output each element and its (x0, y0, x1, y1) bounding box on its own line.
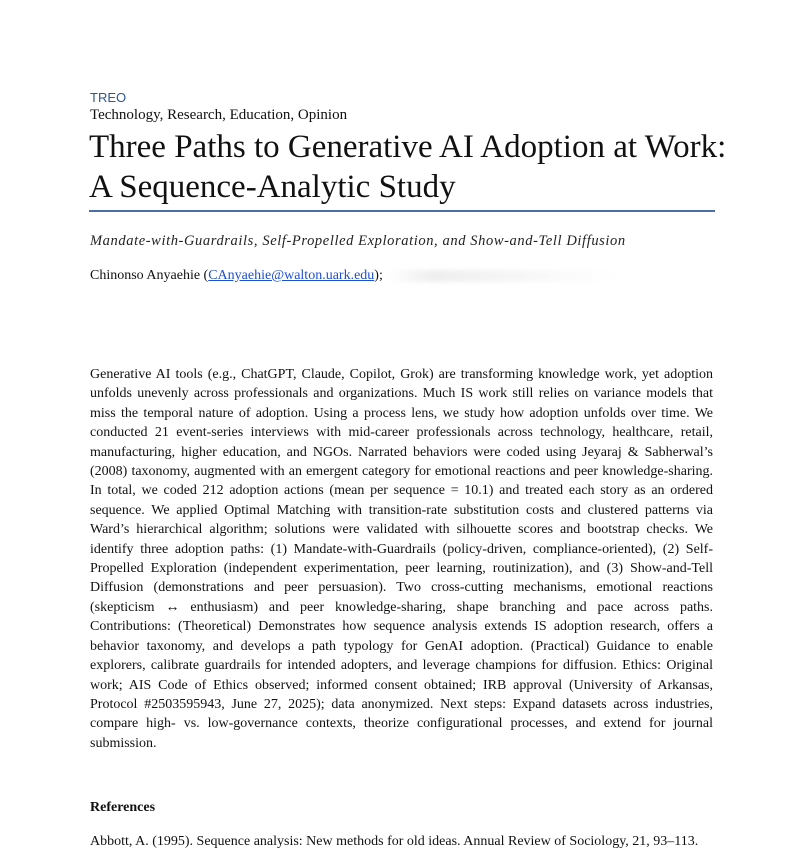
paper-title: Three Paths to Generative AI Adoption at Work: A Sequence-Analytic Study (89, 129, 727, 205)
references-heading: References (90, 800, 156, 815)
author-name: Chinonso Anyaehie (90, 268, 201, 283)
series-subtitle: Technology, Research, Education, Opinion (90, 107, 348, 123)
author-email-close: ); (374, 268, 383, 283)
redacted-coauthors (387, 270, 617, 282)
series-label: TREO (90, 90, 127, 105)
reference-item: Abbott, A. (1995). Sequence analysis: New methods for old ideas. Annual Review of Sociology, 21, 93–113. (90, 834, 699, 849)
author-line (90, 268, 617, 284)
author-email-link[interactable]: CAnyaehie@walton.uark.edu (208, 268, 375, 283)
author-email-open: ( (203, 268, 209, 283)
title-divider (89, 210, 715, 212)
abstract-text: Generative AI tools (e.g., ChatGPT, Claude, Copilot, Grok) are transforming knowledge work, yet adoption unfolds unevenly across professionals and organizations. Much IS work still relies on variance models that miss the temporal nature of adoption. Using a process lens, we study how adoption unfolds over time. We conducted 21 event-series interviews with mid-career professionals across technology, healthcare, retail, manufacturing, higher education, and NGOs. Narrated behaviors were coded using Jeyaraj & Sabherwal’s (2008) taxonomy, augmented with an emergent category for emotional reactions and peer knowledge-sharing. In total, we coded 212 adoption actions (mean per sequence = 10.1) and treated each story as an ordered sequence. We applied Optimal Matching with transition-rate substitution costs and clustered patterns via Ward’s hierarchical algorithm; solutions were validated with silhouette scores and bootstrap checks. We identify three adoption paths: (1) Mandate-with-Guardrails (policy-driven, compliance-oriented), (2) Self-Propelled Exploration (independent experimentation, peer learning, routinization), and (3) Show-and-Tell Diffusion (demonstrations and peer persuasion). Two cross-cutting mechanisms, emotional reactions (skepticism ↔ enthusiasm) and peer knowledge-sharing, shape branching and pace across paths. Contributions: (Theoretical) Demonstrates how sequence analysis extends IS adoption research, offers a behavior taxonomy, and develops a path typology for GenAI adoption. (Practical) Guidance to enable explorers, calibrate guardrails for intended adopters, and leverage champions for diffusion. Ethics: Original work; AIS Code of Ethics observed; informed consent obtained; IRB approval (University of Arkansas, Protocol #2503595943, June 27, 2025); data anonymized. Next steps: Expand datasets across industries, compare high- vs. low-governance contexts, theorize configurational processes, and extend for journal submission. (90, 367, 713, 751)
paper-subtitle: Mandate-with-Guardrails, Self-Propelled Exploration, and Show-and-Tell Diffusion (90, 233, 626, 249)
